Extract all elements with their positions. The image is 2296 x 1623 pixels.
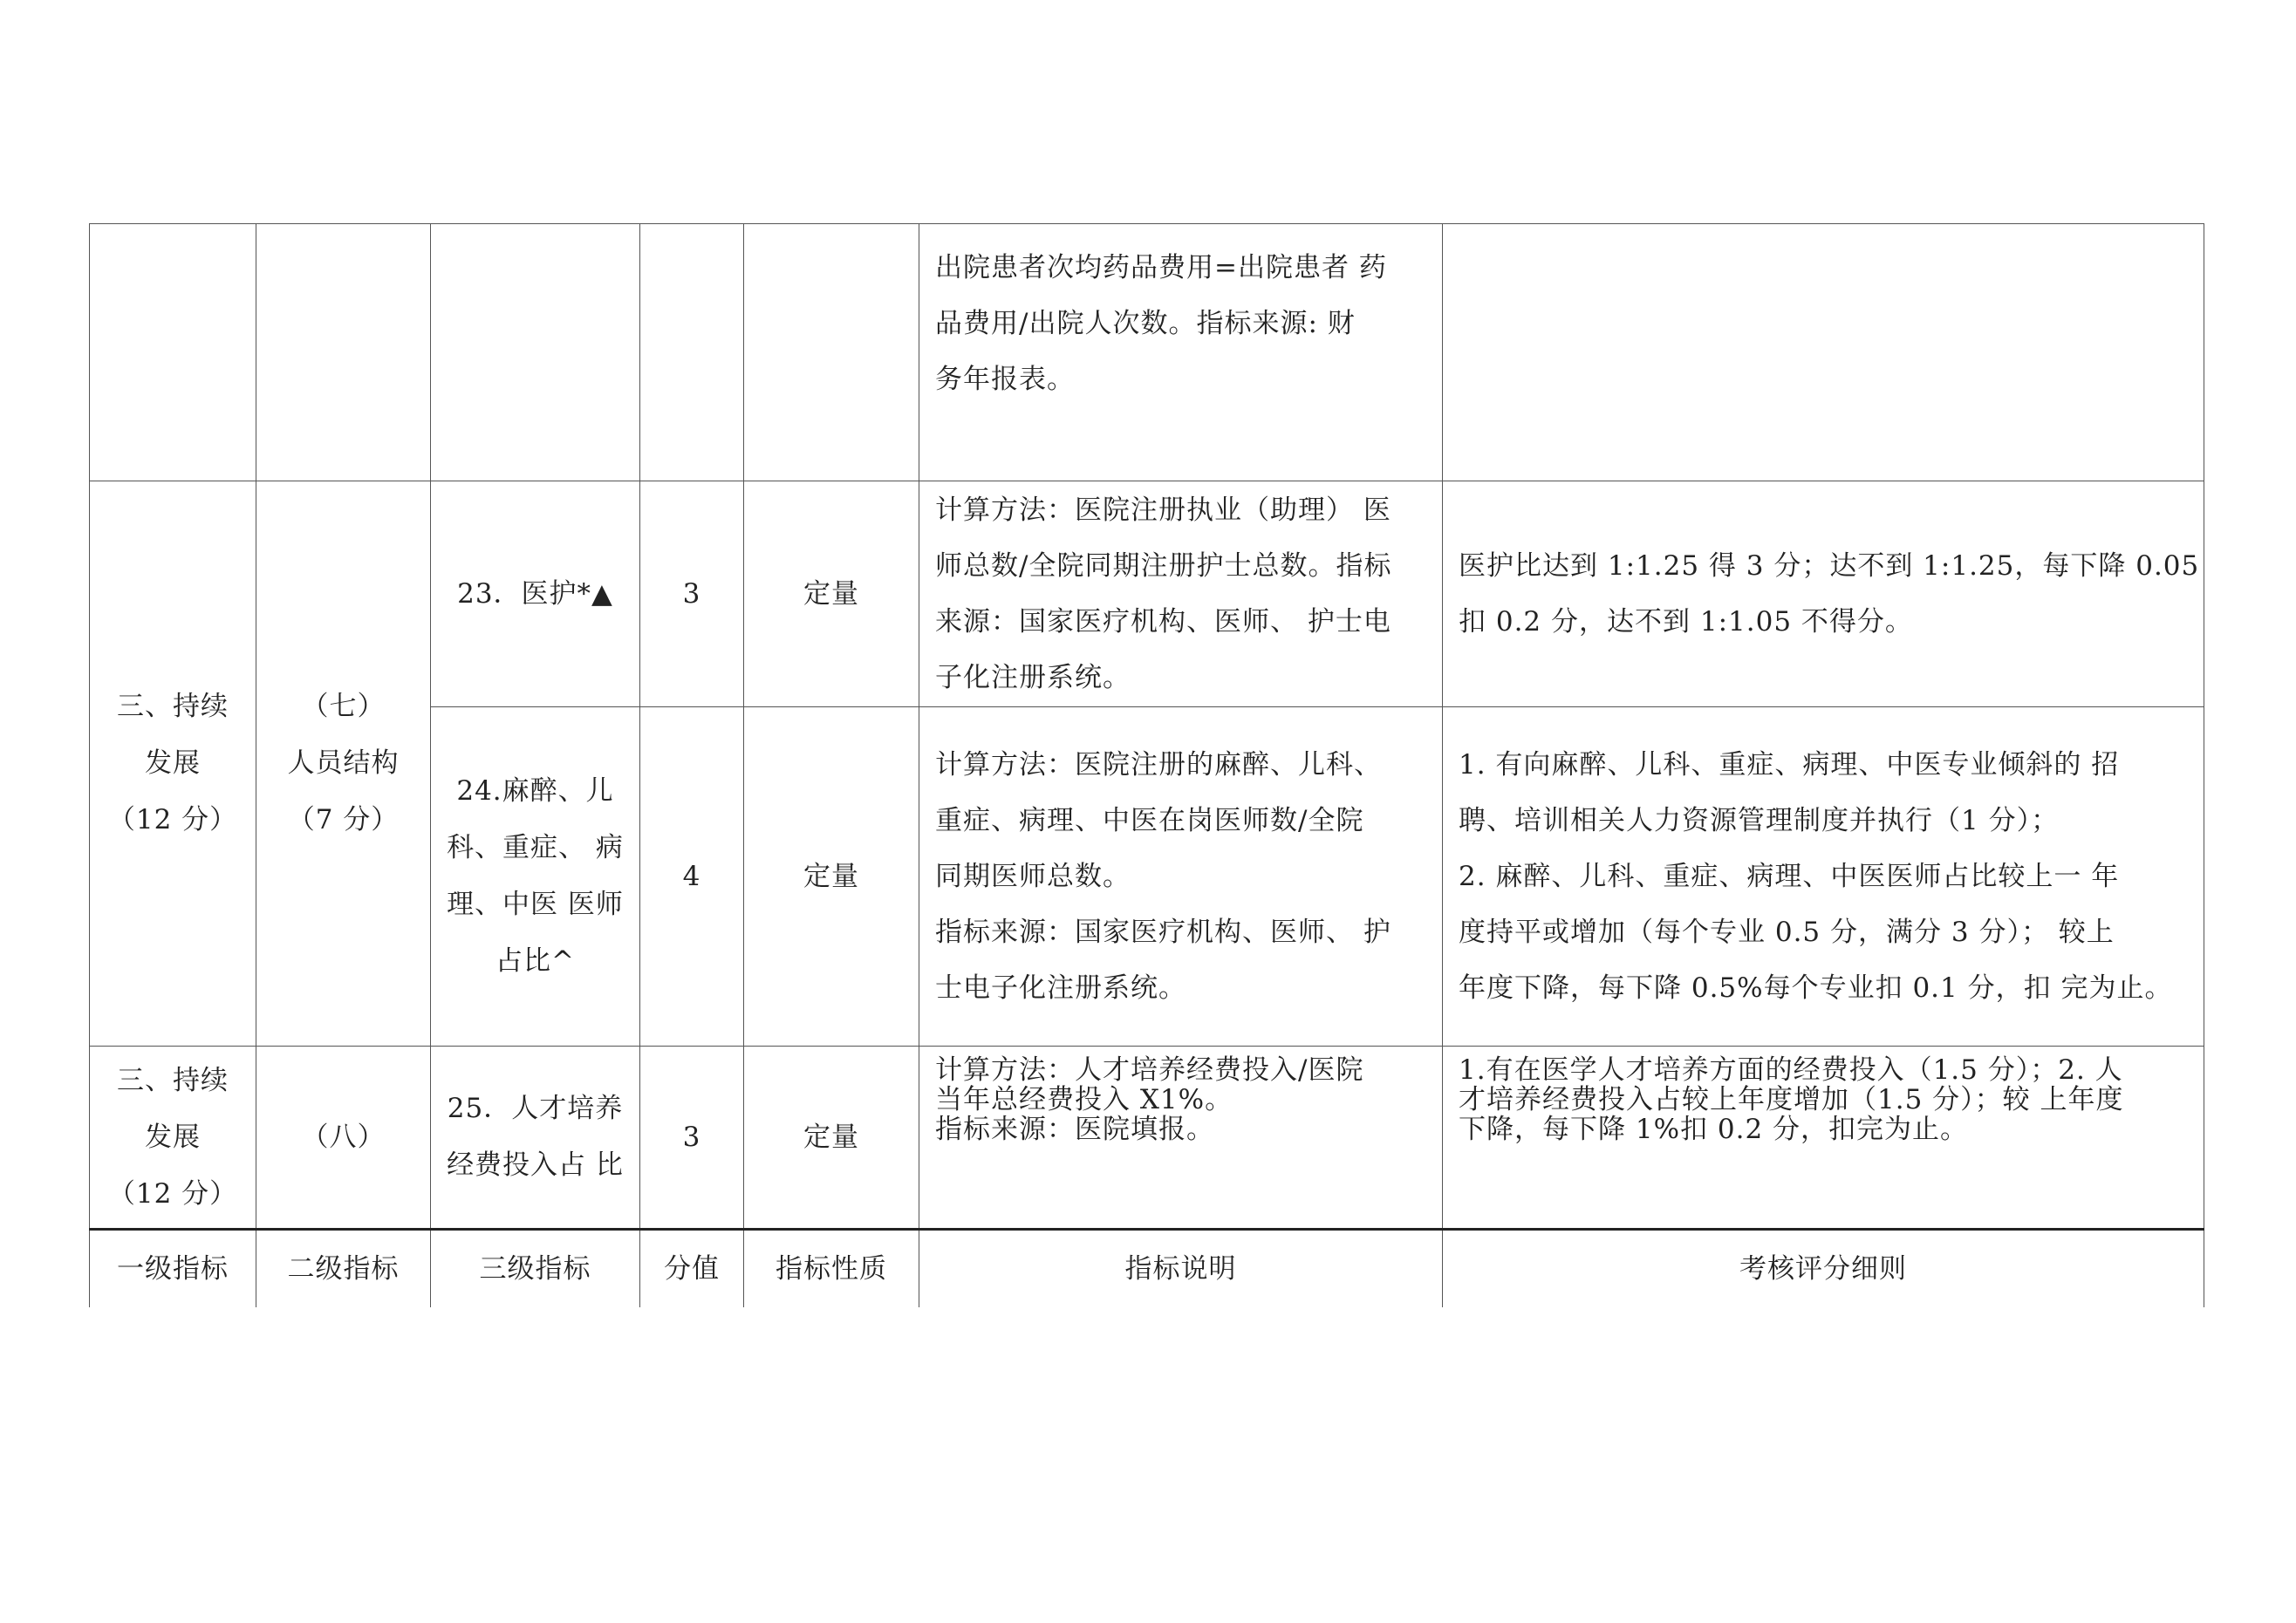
- indicator-description: 计算方法：医院注册执业（助理） 医 师总数/全院同期注册护士总数。指标 来源：国家医疗机构、医师、 护士电 子化注册系统。: [919, 481, 1443, 707]
- scoring-rule: 1. 有向麻醉、儿科、重症、病理、中医专业倾斜的 招 聘、培训相关人力资源管理制度并执行（1 分）； 2. 麻醉、儿科、重症、病理、中医医师占比较上一 年 度持平或增加（每个专业 0.5 分，满分 3 分）； 较上 年度下降，每下降 0.5%每个专业扣 0.1 分，扣 完为止。: [1443, 707, 2204, 1047]
- scoring-rule-empty: [1443, 224, 2204, 481]
- indicator-description: 计算方法：医院注册的麻醉、儿科、 重症、病理、中医在岗医师数/全院 同期医师总数。 指标来源：国家医疗机构、医师、 护 士电子化注册系统。: [919, 707, 1443, 1047]
- header-row: [90, 1230, 2204, 1308]
- score-value: 3: [640, 1047, 744, 1230]
- table-row: [90, 1047, 2204, 1230]
- indicator-nature: 定量: [744, 481, 919, 707]
- header-scoring-rule: 考核评分细则: [1443, 1230, 2204, 1308]
- header-score: 分值: [640, 1230, 744, 1308]
- score-cell-empty: [640, 224, 744, 481]
- table-row: [90, 224, 2204, 481]
- level2-indicator: （八）: [256, 1047, 431, 1230]
- level3-indicator: 23．医护*▲: [431, 481, 640, 707]
- indicator-nature: 定量: [744, 707, 919, 1047]
- header-nature: 指标性质: [744, 1230, 919, 1308]
- indicator-nature: 定量: [744, 1047, 919, 1230]
- score-value: 4: [640, 707, 744, 1047]
- level1-indicator: 三、持续 发展 （12 分）: [90, 481, 256, 1047]
- level2-indicator: （七） 人员结构 （7 分）: [256, 481, 431, 1047]
- score-value: 3: [640, 481, 744, 707]
- level1-cell-empty: [90, 224, 256, 481]
- table-row: [90, 481, 2204, 707]
- level3-cell-empty: [431, 224, 640, 481]
- indicator-description: 出院患者次均药品费用=出院患者 药 品费用/出院人次数。指标来源: 财 务年报表。: [919, 224, 1443, 481]
- indicator-description: 计算方法：人才培养经费投入/医院 当年总经费投入 X1%。 指标来源：医院填报。: [919, 1047, 1443, 1230]
- nature-cell-empty: [744, 224, 919, 481]
- scoring-rule: 医护比达到 1:1.25 得 3 分；达不到 1:1.25，每下降 0.05 扣 0.2 分，达不到 1:1.05 不得分。: [1443, 481, 2204, 707]
- header-level1: 一级指标: [90, 1230, 256, 1308]
- header-level2: 二级指标: [256, 1230, 431, 1308]
- scoring-rule: 1.有在医学人才培养方面的经费投入（1.5 分）；2. 人 才培养经费投入占较上年度增加（1.5 分）；较 上年度 下降，每下降 1%扣 0.2 分，扣完为止。: [1443, 1047, 2204, 1230]
- header-level3: 三级指标: [431, 1230, 640, 1308]
- level2-cell-empty: [256, 224, 431, 481]
- level3-indicator: 24.麻醉、儿 科、重症、 病 理、中医 医师 占比^: [431, 707, 640, 1047]
- assessment-table: [89, 223, 2204, 1307]
- header-description: 指标说明: [919, 1230, 1443, 1308]
- level1-indicator: 三、持续 发展 （12 分）: [90, 1047, 256, 1230]
- level3-indicator: 25．人才培养 经费投入占 比: [431, 1047, 640, 1230]
